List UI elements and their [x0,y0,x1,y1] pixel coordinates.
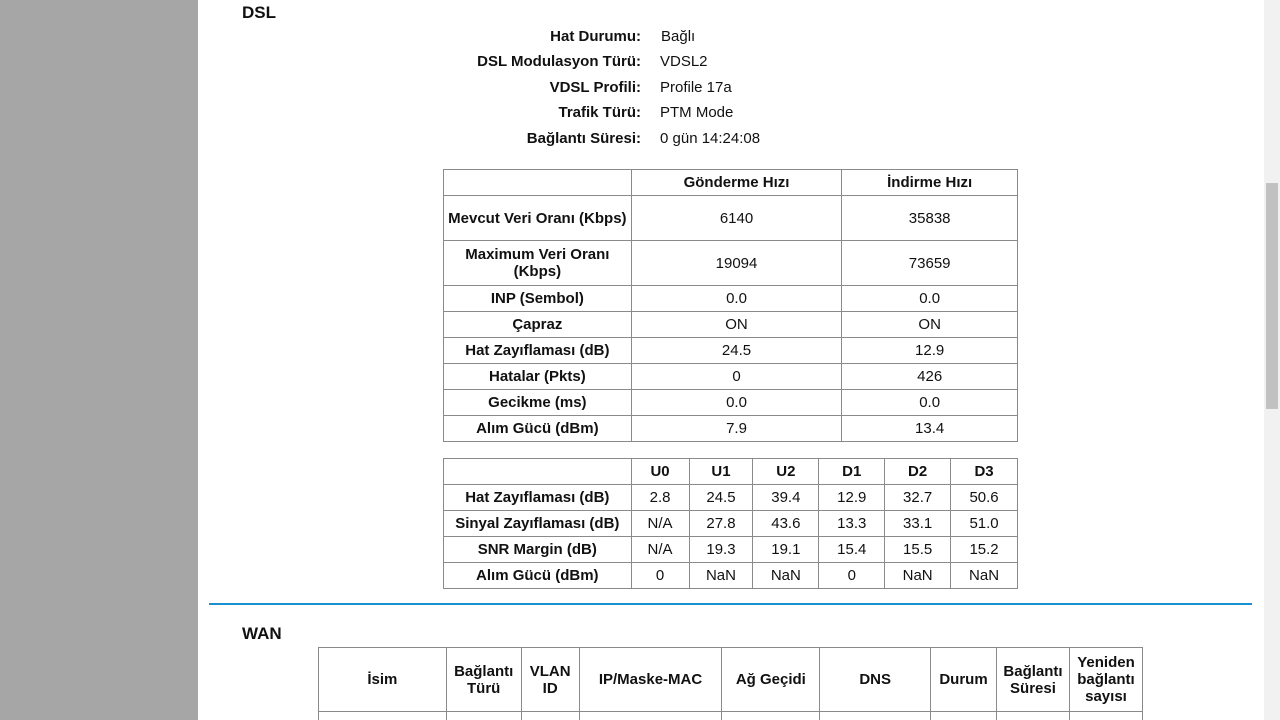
band-row-label: Alım Gücü (dBm) [444,563,632,589]
wan-table [318,647,1143,720]
rate-cell: 0 [631,364,842,390]
band-cell: 15.4 [819,537,885,563]
status-page [198,0,1264,720]
table-row [444,416,1018,442]
band-cell: 13.3 [819,511,885,537]
rate-cell: 73659 [842,241,1018,286]
band-row-label: Hat Zayıflaması (dB) [444,485,632,511]
rate-table-header [444,170,632,196]
rate-row-label: Hatalar (Pkts) [444,364,632,390]
rate-cell: 6140 [631,196,842,241]
dsl-info-label: DSL Modulasyon Türü: [477,53,641,70]
rate-cell: 0.0 [842,286,1018,312]
band-row-label: Sinyal Zayıflaması (dB) [444,511,632,537]
table-row [444,390,1018,416]
wan-header-durum: Durum [931,648,997,712]
dsl-info-value: Bağlı [661,28,696,45]
band-cell: NaN [951,563,1018,589]
table-row [444,364,1018,390]
rate-cell: 13.4 [842,416,1018,442]
wan-header-baglanti-suresi: Bağlantı Süresi [997,648,1070,712]
rate-row-label: Gecikme (ms) [444,390,632,416]
rate-row-label: Hat Zayıflaması (dB) [444,338,632,364]
band-cell: 27.8 [689,511,753,537]
band-table-header: D1 [819,459,885,485]
band-cell: 50.6 [951,485,1018,511]
band-cell: 19.3 [689,537,753,563]
dsl-info-row [198,104,898,128]
band-cell: 32.7 [885,485,951,511]
band-cell: 19.1 [753,537,819,563]
dsl-rate-table [443,169,1018,442]
rate-cell: 0.0 [631,286,842,312]
wan-header-yeniden-baglanti-sayisi: Yeniden bağlantı sayısı [1069,648,1142,712]
rate-row-label: INP (Sembol) [444,286,632,312]
dsl-band-table [443,458,1018,589]
table-row [444,241,1018,286]
band-cell: 2.8 [631,485,689,511]
wan-header-ip-maske-mac: IP/Maske-MAC [579,648,722,712]
rate-table-header: İndirme Hızı [842,170,1018,196]
table-row [444,196,1018,241]
wan-header-isim: İsim [319,648,447,712]
band-table-header: U0 [631,459,689,485]
table-row [444,286,1018,312]
band-cell: 15.5 [885,537,951,563]
wan-section-title: WAN [242,624,282,643]
rate-row-label: Maximum Veri Oranı (Kbps) [444,241,632,286]
wan-header-baglanti-turu: Bağlantı Türü [446,648,521,712]
band-cell: N/A [631,537,689,563]
rate-cell: 426 [842,364,1018,390]
band-table-header: U2 [753,459,819,485]
dsl-info-row [198,130,898,154]
dsl-info-value: 0 gün 14:24:08 [660,130,761,147]
band-cell: NaN [885,563,951,589]
dsl-info-row [198,28,898,52]
dsl-info-value: PTM Mode [660,104,734,121]
band-cell: 39.4 [753,485,819,511]
band-cell: 51.0 [951,511,1018,537]
band-table-header: D3 [951,459,1018,485]
rate-row-label: Alım Gücü (dBm) [444,416,632,442]
band-cell: NaN [753,563,819,589]
table-row [444,537,1018,563]
band-cell: 0 [819,563,885,589]
wan-header-ag-gecidi: Ağ Geçidi [722,648,820,712]
table-row [444,485,1018,511]
rate-cell: 24.5 [631,338,842,364]
band-cell: 24.5 [689,485,753,511]
dsl-info-row [198,53,898,77]
table-row [444,338,1018,364]
table-row [444,312,1018,338]
rate-table-header: Gönderme Hızı [631,170,842,196]
rate-cell: 35838 [842,196,1018,241]
band-cell: 33.1 [885,511,951,537]
band-row-label: SNR Margin (dB) [444,537,632,563]
rate-cell: 0.0 [631,390,842,416]
rate-cell: 12.9 [842,338,1018,364]
band-cell: NaN [689,563,753,589]
band-cell: 12.9 [819,485,885,511]
section-divider [209,603,1252,605]
band-cell: 15.2 [951,537,1018,563]
dsl-info-value: Profile 17a [660,79,732,96]
scrollbar-thumb[interactable] [1266,183,1278,409]
dsl-info-label: Trafik Türü: [558,104,641,121]
band-cell: 0 [631,563,689,589]
table-row [444,511,1018,537]
rate-cell: ON [842,312,1018,338]
dsl-section-title: DSL [242,3,276,22]
rate-cell: 19094 [631,241,842,286]
dsl-info-label: Bağlantı Süresi: [526,130,641,147]
band-table-header [444,459,632,485]
band-cell: N/A [631,511,689,537]
dsl-info-label: Hat Durumu: [550,28,641,45]
table-row [444,563,1018,589]
dsl-info-row [198,79,898,103]
dsl-info-label: VDSL Profili: [549,79,641,96]
rate-row-label: Mevcut Veri Oranı (Kbps) [444,196,632,241]
rate-cell: 7.9 [631,416,842,442]
band-table-header: D2 [885,459,951,485]
wan-header-vlan-id: VLAN ID [521,648,579,712]
rate-cell: 0.0 [842,390,1018,416]
rate-row-label: Çapraz [444,312,632,338]
dsl-info-value: VDSL2 [660,53,708,70]
page-scrollbar[interactable] [1264,0,1280,720]
wan-header-dns: DNS [820,648,931,712]
rate-cell: ON [631,312,842,338]
band-table-header: U1 [689,459,753,485]
band-cell: 43.6 [753,511,819,537]
